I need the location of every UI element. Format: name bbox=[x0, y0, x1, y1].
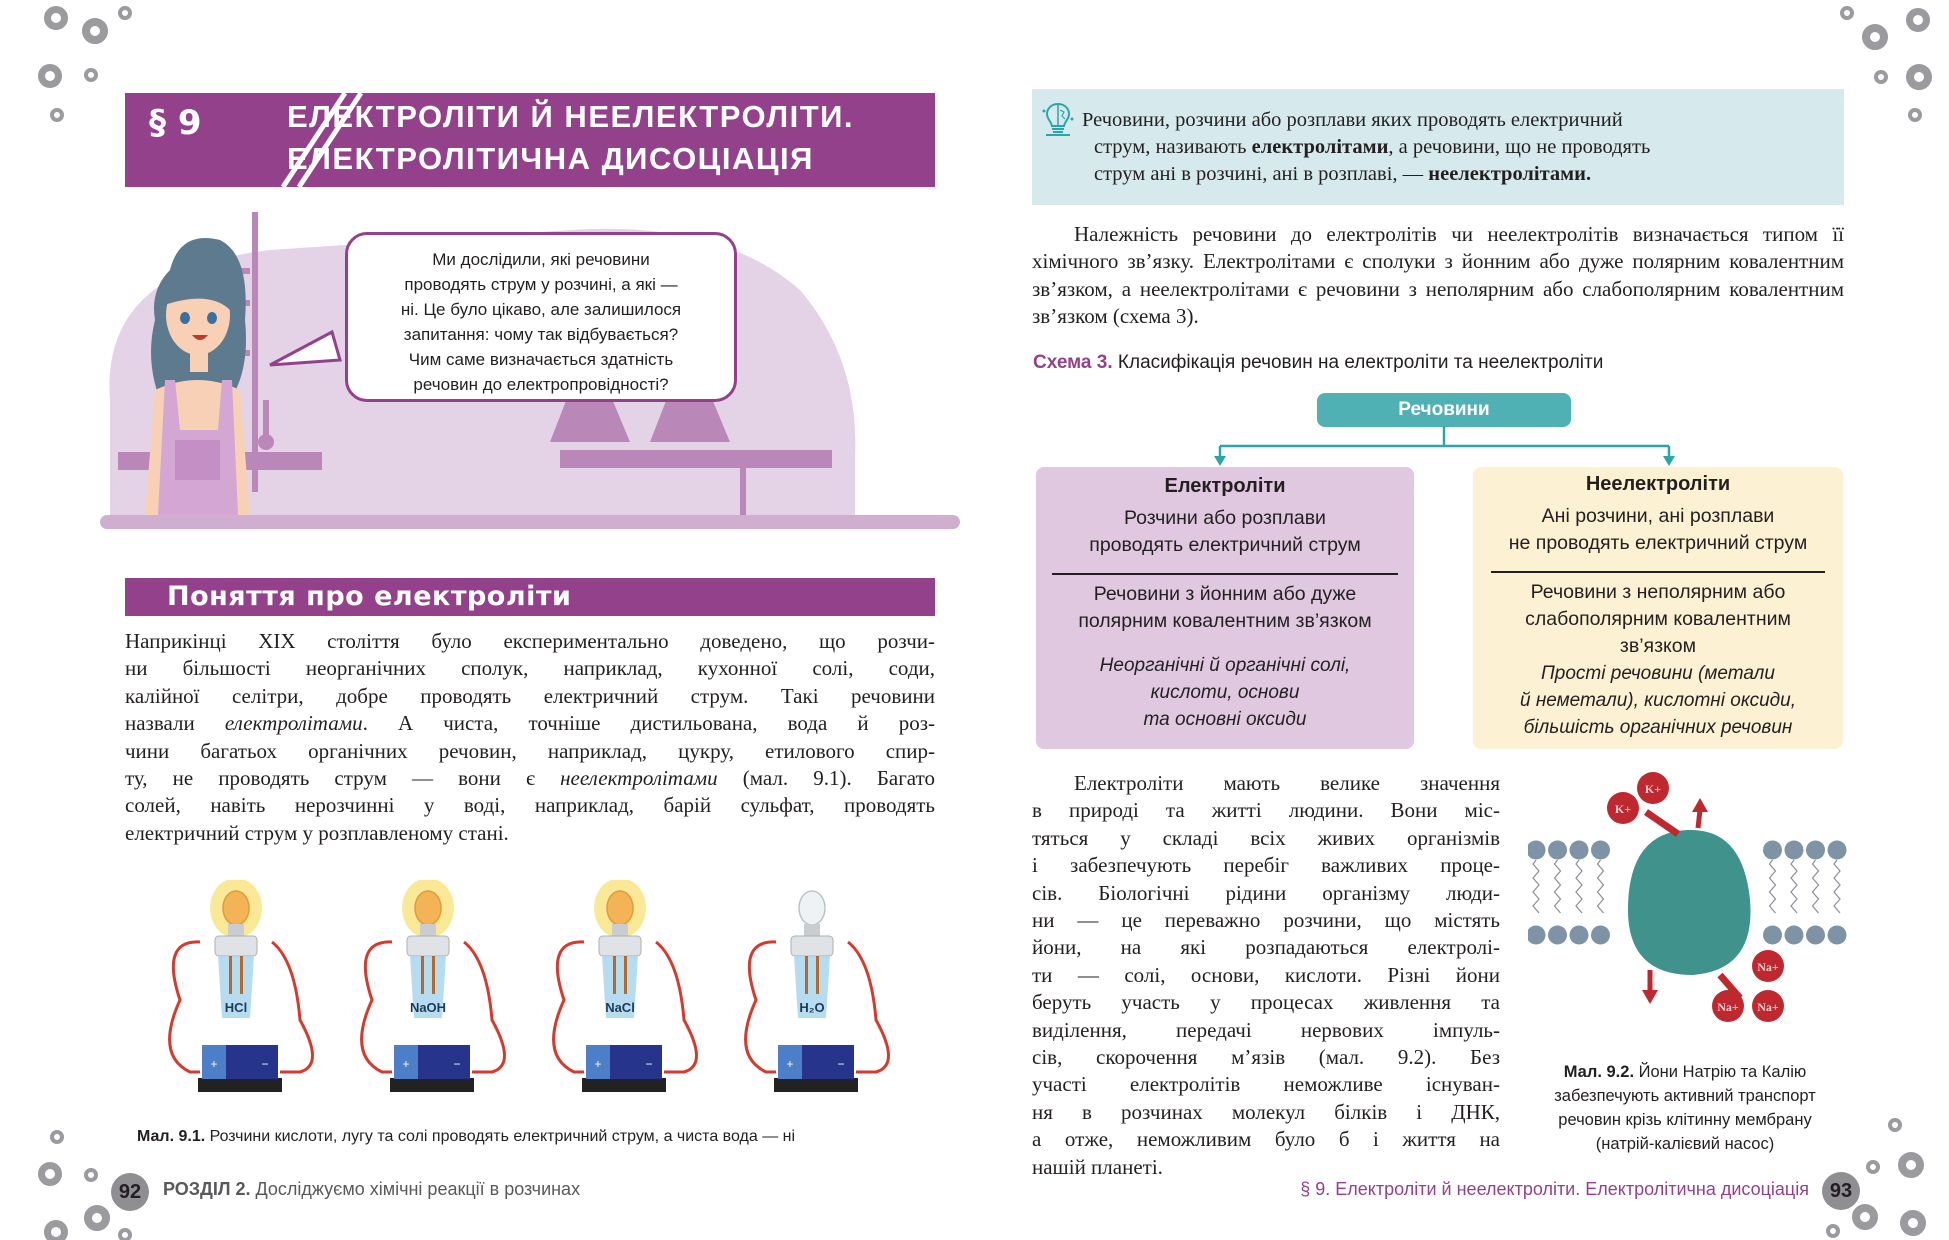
phospholipid-head bbox=[1763, 841, 1782, 860]
wire bbox=[656, 942, 697, 1072]
caption-text: Йони Натрію та Калію забезпечують активний транспорт речовин крізь клітинну мембрану (натрій-калієвий насос) bbox=[1554, 1063, 1816, 1153]
wire bbox=[362, 942, 392, 1072]
circuits-drawing bbox=[160, 880, 940, 1100]
beaker-lid bbox=[407, 936, 449, 956]
body-line: ни більшості неорганічних сполук, наприклад, кухонної солі, соди, bbox=[125, 656, 935, 681]
phospholipid-head bbox=[1785, 841, 1804, 860]
wire bbox=[464, 942, 505, 1072]
body-line: беруть участь у процесах живлення та bbox=[1032, 990, 1500, 1015]
nonelectrolytes-property: не проводять електричний струм bbox=[1508, 532, 1808, 554]
nonelectrolytes-title: Неелектроліти bbox=[1585, 473, 1731, 495]
ring-decoration bbox=[1862, 24, 1888, 50]
text-span: (мал. 9.1). Багато bbox=[717, 766, 935, 791]
ring-decoration bbox=[1840, 6, 1854, 20]
text-span: , а речовини, що не проводять bbox=[1388, 136, 1651, 158]
divider bbox=[1491, 571, 1825, 573]
footer-chapter-label: РОЗДІЛ 2. bbox=[163, 1179, 251, 1199]
phospholipid-head bbox=[1591, 841, 1610, 860]
electrode bbox=[805, 956, 808, 994]
beaker-lid bbox=[599, 936, 641, 956]
phospholipid-head bbox=[1570, 841, 1589, 860]
speech-line: запитання: чому так відбувається? bbox=[403, 325, 679, 344]
battery-base bbox=[582, 1078, 666, 1092]
battery-base bbox=[774, 1078, 858, 1092]
lamp-base bbox=[420, 924, 436, 936]
electrode bbox=[421, 956, 424, 994]
phospholipid-head bbox=[1785, 926, 1804, 945]
solution-label: NaCl bbox=[605, 1000, 635, 1015]
speech-line: Ми дослідили, які речовини bbox=[432, 250, 650, 269]
minus-sign: − bbox=[645, 1057, 653, 1071]
phospholipid-head bbox=[1806, 841, 1825, 860]
circuit-unit bbox=[170, 880, 313, 1092]
right-body-paragraph-1: Належність речовини до електролітів чи неелектролітів визначається типом її хімічного зв’язку. Електролітами є сполуки з йонним або дуже полярним ковалентним зв’язком, а неелектролітами є речовини з неполярним або слабополярним ковалентним зв’язком (схема 3). bbox=[1032, 222, 1844, 329]
phospholipid-head bbox=[1828, 926, 1847, 945]
lipid-tail bbox=[1770, 860, 1776, 913]
text-span: . А чиста, точніше дистильована, вода й роз- bbox=[362, 711, 935, 736]
solution-label: HCl bbox=[224, 1000, 248, 1015]
electrolytes-bond-type: полярним ковалентним зв’язком bbox=[1078, 610, 1372, 632]
wire bbox=[746, 942, 776, 1072]
section-number: § 9 bbox=[149, 103, 202, 143]
text-span: Електроліти мають велике значення bbox=[1074, 771, 1500, 795]
lipid-tail bbox=[1791, 860, 1797, 913]
caption-label: Мал. 9.2. bbox=[1563, 1063, 1635, 1081]
lipid-tail bbox=[1533, 860, 1539, 913]
arrow-down-icon bbox=[1642, 990, 1658, 1004]
wire bbox=[272, 942, 313, 1072]
ring-decoration bbox=[1888, 1118, 1902, 1132]
lipid-tail bbox=[1598, 860, 1604, 913]
electrolytes-property: проводять електричний струм bbox=[1089, 534, 1361, 556]
body-line: участі електролітів неможливе існуван- bbox=[1032, 1072, 1500, 1097]
body-line: тяться у складі всіх живих організмів bbox=[1032, 825, 1500, 850]
definition-line: Речовини, розчини або розплави яких проводять електричний bbox=[1082, 109, 1623, 131]
sodium-potassium-pump-figure bbox=[1528, 770, 1848, 1025]
caption-label: Мал. 9.1. bbox=[137, 1128, 206, 1145]
electrode bbox=[613, 956, 616, 994]
ion-path-arrow bbox=[1646, 812, 1678, 834]
electrode bbox=[229, 956, 232, 994]
plus-sign: + bbox=[594, 1057, 602, 1071]
speech-bubble bbox=[345, 232, 737, 402]
phospholipid-head bbox=[1548, 841, 1567, 860]
ring-decoration bbox=[84, 1205, 110, 1231]
scheme-title: Класифікація речовин на електроліти та неелектроліти bbox=[1112, 352, 1604, 373]
lightbulb-brain-icon bbox=[1042, 101, 1074, 137]
body-line: а отже, неможливим було б і життя на bbox=[1032, 1127, 1500, 1152]
definition-line bbox=[1094, 134, 1824, 161]
body-line: електричний струм у розплавленому стані. bbox=[125, 820, 509, 845]
lipid-tail bbox=[1576, 860, 1582, 913]
body-line: йони, на які розпадаються електролі- bbox=[1032, 935, 1500, 960]
phospholipid-head bbox=[1528, 841, 1546, 860]
subsection-title: Поняття про електроліти bbox=[167, 581, 572, 612]
lamp-base bbox=[612, 924, 628, 936]
ring-decoration bbox=[1908, 108, 1922, 122]
chapter-title-line2: ЕЛЕКТРОЛІТИЧНА ДИСОЦІАЦІЯ bbox=[287, 141, 814, 176]
ring-decoration bbox=[1898, 1152, 1924, 1178]
plus-sign: + bbox=[402, 1057, 410, 1071]
definition-text bbox=[1082, 107, 1824, 188]
ring-decoration bbox=[1866, 1160, 1880, 1174]
ring-decoration bbox=[1826, 1224, 1840, 1238]
plus-sign: + bbox=[786, 1057, 794, 1071]
lamp-base bbox=[228, 924, 244, 936]
pump-protein bbox=[1628, 830, 1751, 975]
ion-label: K+ bbox=[1614, 802, 1632, 816]
ring-decoration bbox=[38, 64, 62, 88]
body-line: нашій планеті. bbox=[1032, 1154, 1163, 1179]
circuit-unit bbox=[746, 891, 889, 1092]
student-girl-figure bbox=[145, 238, 250, 515]
text-span: струм ані в розчині, ані в розплаві, — bbox=[1094, 163, 1429, 185]
ring-decoration bbox=[1874, 70, 1888, 84]
term-electrolytes: електролітами bbox=[224, 711, 363, 736]
figure-9-1-caption bbox=[137, 1128, 795, 1146]
nonelectrolytes-examples: більшість органічних речовин bbox=[1523, 717, 1793, 738]
body-line: і забезпечують перебіг важливих проце- bbox=[1032, 853, 1500, 878]
circuit-unit bbox=[362, 880, 505, 1092]
figure-9-2-caption bbox=[1530, 1060, 1840, 1156]
battery-base bbox=[198, 1078, 282, 1092]
ring-decoration bbox=[84, 68, 98, 82]
lamp-unlit bbox=[799, 891, 825, 925]
ring-decoration bbox=[1852, 1204, 1878, 1230]
solution-label: NaOH bbox=[409, 1000, 447, 1015]
phospholipid-head bbox=[1806, 926, 1825, 945]
lipid-tail bbox=[1813, 860, 1819, 913]
battery-base bbox=[390, 1078, 474, 1092]
body-line bbox=[125, 710, 935, 737]
electrolytes-bond-type: Речовини з йонним або дуже bbox=[1093, 583, 1357, 605]
wire bbox=[170, 942, 200, 1072]
arrow-up-icon bbox=[1692, 798, 1708, 812]
electrolytes-examples: та основні оксиди bbox=[1143, 709, 1307, 730]
phospholipid-head bbox=[1763, 926, 1782, 945]
chapter-title-line1: ЕЛЕКТРОЛІТИ Й НЕЕЛЕКТРОЛІТИ. bbox=[287, 99, 855, 134]
nonelectrolytes-bond-type: зв’язком bbox=[1619, 635, 1697, 657]
minus-sign: − bbox=[837, 1057, 845, 1071]
page-number-right: 93 bbox=[1822, 1172, 1860, 1210]
circuit-unit bbox=[554, 880, 697, 1092]
ring-decoration bbox=[1900, 1210, 1926, 1236]
plus-sign: + bbox=[210, 1057, 218, 1071]
speech-line: речовин до електропровідності? bbox=[413, 375, 669, 394]
nonelectrolytes-property: Ані розчини, ані розплави bbox=[1541, 505, 1775, 527]
body-line: в природі та житті людини. Вони міс- bbox=[1032, 798, 1500, 823]
lamp-lit bbox=[415, 891, 441, 925]
speech-line: Чим саме визначається здатність bbox=[408, 350, 674, 369]
nonelectrolytes-bond-type: Речовини з неполярним або bbox=[1530, 581, 1786, 603]
body-line: сів. Біологічні рідини організму люди- bbox=[1032, 880, 1500, 905]
phospholipid-head bbox=[1570, 926, 1589, 945]
ion-label: Na+ bbox=[1717, 1000, 1739, 1014]
minus-sign: − bbox=[453, 1057, 461, 1071]
speech-bubble-text bbox=[348, 247, 734, 397]
electrode bbox=[432, 956, 435, 994]
phospholipid-head bbox=[1591, 926, 1610, 945]
electrode bbox=[816, 956, 819, 994]
phospholipid-head bbox=[1528, 926, 1546, 945]
lamp-base bbox=[804, 924, 820, 936]
body-line: Наприкінці XIX століття було експериментально доведено, що розчи- bbox=[125, 629, 935, 653]
membrane-drawing bbox=[1528, 770, 1848, 1025]
term-electrolytes-bold: електролітами bbox=[1251, 136, 1389, 158]
phospholipid-head bbox=[1828, 841, 1847, 860]
lipid-tail bbox=[1555, 860, 1561, 913]
electrolytes-title: Електроліти bbox=[1164, 475, 1286, 497]
scheme-3-caption bbox=[1033, 352, 1603, 374]
definition-box bbox=[1032, 89, 1844, 205]
lamp-lit bbox=[607, 891, 633, 925]
beaker-lid bbox=[791, 936, 833, 956]
ring-decoration bbox=[82, 18, 108, 44]
chapter-title-banner bbox=[125, 93, 935, 187]
text-span: назвали bbox=[125, 711, 225, 736]
ring-decoration bbox=[50, 1130, 64, 1144]
solution-label: H₂O bbox=[799, 1000, 825, 1015]
left-body-text bbox=[125, 628, 935, 847]
phospholipid-head bbox=[1548, 926, 1567, 945]
electrode bbox=[240, 956, 243, 994]
ion-label: Na+ bbox=[1757, 960, 1779, 974]
electrolytes-box bbox=[1036, 467, 1414, 749]
lipid-tail bbox=[1834, 860, 1840, 913]
ring-decoration bbox=[1906, 64, 1932, 90]
subsection-heading bbox=[125, 578, 935, 616]
body-line: чини багатьох органічних речовин, наприклад, цукру, етилового спир- bbox=[125, 738, 935, 763]
lamp-lit bbox=[223, 891, 249, 925]
ring-decoration bbox=[1906, 8, 1930, 32]
text-span: струм, називають bbox=[1094, 136, 1252, 158]
conductivity-circuits-figure bbox=[160, 880, 940, 1100]
footer-chapter-title: Досліджуємо хімічні реакції в розчинах bbox=[250, 1179, 581, 1199]
lab-illustration bbox=[100, 210, 960, 540]
body-line: калійної селітри, добре проводять електричний струм. Такі речовини bbox=[125, 683, 935, 708]
nonelectrolytes-examples: Прості речовини (метали bbox=[1541, 663, 1775, 684]
scheme-connector-arrows bbox=[1032, 426, 1844, 466]
caption-text: Розчини кислоти, лугу та солі проводять електричний струм, а чиста вода — ні bbox=[205, 1128, 796, 1145]
scheme-label: Схема 3. bbox=[1033, 352, 1113, 373]
body-line: ти — солі, основи, кислоти. Різні йони bbox=[1032, 962, 1500, 987]
beaker-lid bbox=[215, 936, 257, 956]
electrolytes-examples: Неорганічні й органічні солі, bbox=[1099, 655, 1351, 676]
term-nonelectrolytes-bold: неелектролітами. bbox=[1428, 163, 1592, 185]
wire bbox=[554, 942, 584, 1072]
ring-decoration bbox=[44, 6, 68, 30]
ring-decoration bbox=[118, 6, 132, 20]
speech-line: проводять струм у розчині, а які — bbox=[404, 275, 678, 294]
body-line bbox=[1032, 770, 1500, 797]
minus-sign: − bbox=[261, 1057, 269, 1071]
page-number-left: 92 bbox=[111, 1173, 149, 1211]
text-span: ту, не проводять струм — вони є bbox=[125, 766, 561, 791]
body-line: солей, навіть нерозчинні у воді, наприклад, барій сульфат, проводять bbox=[125, 793, 935, 818]
ring-decoration bbox=[84, 1168, 98, 1182]
nonelectrolytes-bond-type: слабополярним ковалентним bbox=[1525, 608, 1791, 630]
body-line: виділення, передачі нервових імпуль- bbox=[1032, 1017, 1500, 1042]
right-body-paragraph-2 bbox=[1032, 770, 1500, 1181]
ring-decoration bbox=[44, 1220, 68, 1240]
ring-decoration bbox=[38, 1162, 62, 1186]
ion-label: K+ bbox=[1644, 782, 1662, 796]
ring-decoration bbox=[50, 108, 64, 122]
electrolytes-examples: кислоти, основи bbox=[1150, 682, 1300, 703]
wire bbox=[848, 942, 889, 1072]
speech-line: ні. Це було цікаво, але залишилося bbox=[400, 300, 682, 319]
term-nonelectrolytes: неелектролітами bbox=[560, 766, 718, 791]
right-footer-title: § 9. Електроліти й неелектроліти. Електролітична дисоціація bbox=[1300, 1179, 1809, 1199]
body-line: ни — це переважно розчини, що містять bbox=[1032, 908, 1500, 933]
nonelectrolytes-examples: й неметали), кислотні оксиди, bbox=[1519, 690, 1796, 711]
ring-decoration bbox=[118, 1228, 132, 1240]
scheme-root-node: Речовини bbox=[1317, 393, 1571, 427]
body-line: сів, скорочення м’язів (мал. 9.2). Без bbox=[1032, 1045, 1500, 1070]
ion-label: Na+ bbox=[1757, 1000, 1779, 1014]
definition-line bbox=[1094, 161, 1824, 188]
electrode bbox=[624, 956, 627, 994]
divider bbox=[1052, 573, 1398, 575]
nonelectrolytes-box bbox=[1473, 467, 1843, 749]
left-footer bbox=[163, 1179, 580, 1200]
body-line: ня в розчинах молекул білків і ДНК, bbox=[1032, 1099, 1500, 1124]
body-line bbox=[125, 765, 935, 792]
electrolytes-property: Розчини або розплави bbox=[1124, 507, 1326, 529]
